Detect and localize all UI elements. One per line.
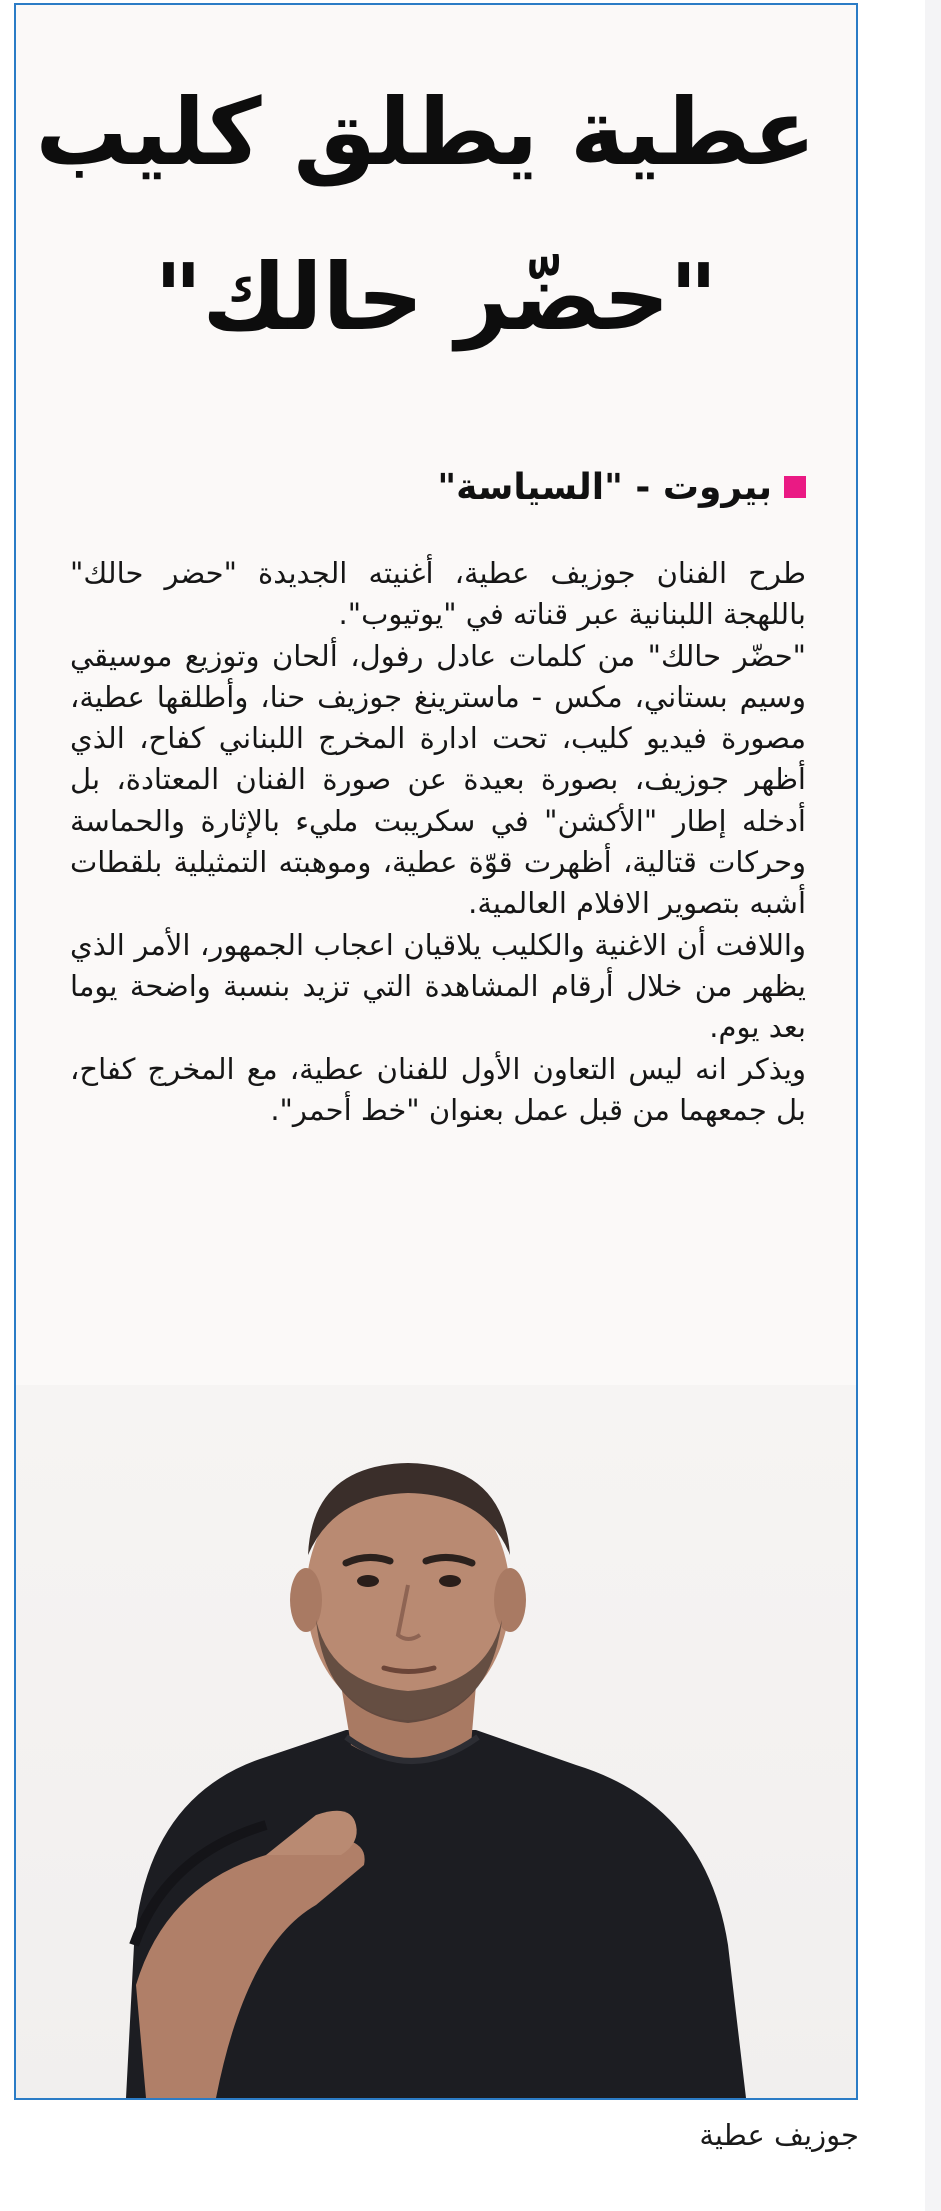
article-paragraph-1: طرح الفنان جوزيف عطية، أغنيته الجديدة "حضر حالك" باللهجة اللبنانية عبر قناته في "يوتيوب". — [70, 556, 806, 632]
headline-line-1: عطية يطلق كليب — [35, 79, 816, 186]
article-paragraph-4: ويذكر انه ليس التعاون الأول للفنان عطية، مع المخرج كفاح، بل جمعهما من قبل عمل بعنوان "خط أحمر". — [70, 1051, 806, 1127]
dateline-text: بيروت - "السياسة" — [437, 466, 772, 508]
dateline — [437, 457, 806, 517]
photo-caption: جوزيف عطية — [699, 2118, 859, 2152]
portrait-photo — [16, 1385, 856, 2098]
portrait-illustration — [16, 1385, 856, 2098]
article-paragraph-2: "حضّر حالك" من كلمات عادل رفول، ألحان وتوزيع موسيقي وسيم بستاني، مكس - ماسترينغ جوزيف حنا، وأطلقها عطية، مصورة فيديو كليب، تحت ادارة المخرج اللبناني كفاح، الذي أظهر جوزيف، بصورة بعيدة عن صورة الفنان المعتادة، بل أدخله إطار "الأكشن" في سكريبت مليء بالإثارة والحماسة وحركات قتالية، أظهرت قوّة عطية، وموهبته التمثيلية بلقطات أشبه بتصوير الافلام العالمية. — [70, 638, 806, 921]
article-frame — [14, 3, 858, 2100]
page-edge — [925, 0, 941, 2211]
headline-line-2: "حضّر حالك" — [154, 244, 718, 351]
pink-square-icon — [784, 476, 806, 498]
article-paragraph-3: واللافت أن الاغنية والكليب يلاقيان اعجاب الجمهور، الأمر الذي يظهر من خلال أرقام المشاهدة التي تزيد بنسبة واضحة يوما بعد يوم. — [70, 927, 806, 1045]
article-body — [70, 553, 806, 1131]
